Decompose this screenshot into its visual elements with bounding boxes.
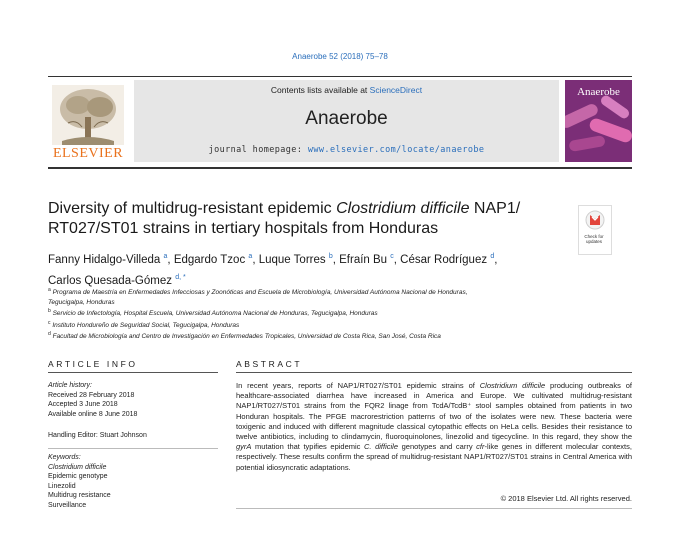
affiliation-sup: d <box>48 331 51 338</box>
keyword: Clostridium difficile <box>48 463 107 471</box>
author[interactable]: Edgardo Tzoc <box>173 253 246 266</box>
homepage-link[interactable]: www.elsevier.com/locate/anaerobe <box>307 145 485 155</box>
affiliation-sup: a <box>48 287 51 293</box>
title-species: Clostridium difficile <box>336 200 470 217</box>
keyword: Surveillance <box>48 501 87 509</box>
abstract-species-short: C. difficile <box>364 442 399 452</box>
crossmark-label <box>578 234 610 244</box>
sciencedirect-link[interactable]: ScienceDirect <box>369 85 423 95</box>
title-part-1: Diversity of multidrug-resistant epidemic <box>48 200 337 217</box>
handling-editor: Handling Editor: Stuart Johnson <box>48 432 147 439</box>
author-affil-sup[interactable]: d <box>490 253 495 260</box>
author-affil-sup[interactable]: c <box>390 253 394 260</box>
affiliation-text: Tegucigalpa, Honduras <box>48 298 115 306</box>
article-history <box>48 381 218 419</box>
author-separator: , <box>332 253 340 266</box>
affiliation <box>48 319 608 331</box>
contents-line <box>134 85 559 95</box>
keyword: Epidemic genotype <box>48 473 108 480</box>
author-affil-sup[interactable]: a <box>248 253 253 260</box>
abstract-rule <box>236 372 632 373</box>
title-line-2: RT027/ST01 strains in tertiary hospitals from Honduras <box>48 220 439 237</box>
abstract-s2a: mutation that typifies epidemic <box>251 442 364 452</box>
accepted-date: Accepted 3 June 2018 <box>48 401 118 408</box>
online-date: Available online 8 June 2018 <box>48 410 138 418</box>
abstract-s2b: genotypes and carry <box>398 442 477 452</box>
author-separator: , <box>393 253 401 266</box>
affiliation-text: Instituto Hondureño de Seguridad Social, Tegucigalpa, Honduras <box>52 321 240 329</box>
history-label: Article history: <box>48 382 92 389</box>
article-title <box>48 199 568 239</box>
article-info-heading: ARTICLE INFO <box>48 359 138 369</box>
keyword: Linezolid <box>48 482 76 490</box>
author[interactable]: César Rodríguez <box>400 253 488 266</box>
abstract-heading: ABSTRACT <box>236 359 303 369</box>
author-affil-sup[interactable]: a <box>163 253 168 260</box>
abstract-s3a: -like genes in different molecular contexts, respectively. These results confirm the spread of multidrug-resistant NAP1/RT027/ST01 strains in Central America with potential idiosyncratic adaptations. <box>236 442 632 472</box>
author[interactable]: Carlos Quesada-Gómez <box>48 274 172 287</box>
journal-citation[interactable]: Anaerobe 52 (2018) 75–78 <box>292 52 388 61</box>
journal-homepage <box>134 145 559 155</box>
header-bottom-rule <box>48 167 632 169</box>
elsevier-wordmark[interactable]: ELSEVIER <box>52 146 124 161</box>
journal-cover[interactable] <box>565 80 632 162</box>
received-date: Received 28 February 2018 <box>48 391 135 399</box>
abstract-gene-cfr: cfr <box>476 442 485 452</box>
crossmark-line-1: Check for <box>584 234 604 239</box>
affiliation-sup: b <box>48 308 51 315</box>
abstract-gene-gyra: gyrA <box>236 442 252 452</box>
cover-title: Anaerobe <box>577 86 620 98</box>
homepage-prefix: journal homepage: <box>208 145 308 155</box>
keywords-rule <box>48 448 218 449</box>
title-part-2: NAP1/ <box>469 200 521 217</box>
author-separator: , <box>494 253 498 266</box>
affiliation-sup: c <box>48 319 51 326</box>
author-affil-sup[interactable]: d, * <box>175 273 186 281</box>
affiliation-text: Facultad de Microbiología and Centro de Investigación en Enfermedades Tropicales, Universidad de Costa Rica, San José, Costa Rica <box>52 333 441 341</box>
abstract-s1b: producing outbreaks of healthcare-associated diarrhea have increased in America and Europe. We cultivated multidrug-resistant NAP1/RT027/ST01 strains from the FQR2 linage from TcdA/TcdB⁺ stool samples obtained from patients in two Honduran hospitals. The PFGE macrorestriction patterns of two of the isolates were new. These bacteria were toxigenic and induced with different magnitude classical cytopathic effects on HeLa cells. Besides their resistance to twelve antibiotics, including to clindamycin, fluoroquinolones, linezolid and tigecycline. In this regard, they show the <box>236 381 632 442</box>
author[interactable]: Fanny Hidalgo-Villeda <box>48 253 161 266</box>
keyword: Multidrug resistance <box>48 492 111 499</box>
author-separator: , <box>167 253 174 266</box>
keywords-block <box>48 453 218 510</box>
affiliation <box>48 330 608 342</box>
header-top-rule <box>48 76 632 77</box>
author[interactable]: Efraín Bu <box>339 253 388 266</box>
affiliation-text: Servicio de Infectología, Hospital Escuela, Universidad Autónoma Nacional de Honduras, Tegucigalpa, Honduras <box>52 310 378 318</box>
crossmark-icon <box>579 206 611 236</box>
affiliation <box>48 286 608 298</box>
author-affil-sup[interactable]: b <box>328 253 333 260</box>
abstract-s1a: In recent years, reports of NAP1/RT027/ST01 epidemic strains of <box>236 381 480 390</box>
affiliation-text: Programa de Maestría en Enfermedades Infecciosas y Zoonóticas and Escuela de Microbiología, Universidad Autónoma Nacional de Honduras, <box>52 289 468 297</box>
author-separator: , <box>252 253 259 266</box>
abstract-text <box>236 381 632 473</box>
abstract-bottom-rule <box>236 508 632 509</box>
affiliation <box>48 307 608 319</box>
copyright-notice: © 2018 Elsevier Ltd. All rights reserved. <box>500 494 632 503</box>
affiliation <box>48 298 608 308</box>
contents-prefix: Contents lists available at <box>270 85 370 95</box>
keywords-label: Keywords: <box>48 454 81 461</box>
abstract-species: Clostridium difficile <box>479 381 546 390</box>
author-list <box>48 248 578 290</box>
affiliation-list <box>48 286 608 342</box>
crossmark-line-2: updates <box>585 239 602 244</box>
journal-name: Anaerobe <box>305 108 388 129</box>
article-info-rule <box>48 372 218 373</box>
author[interactable]: Luque Torres <box>258 253 326 266</box>
crossmark-badge[interactable] <box>578 205 612 255</box>
